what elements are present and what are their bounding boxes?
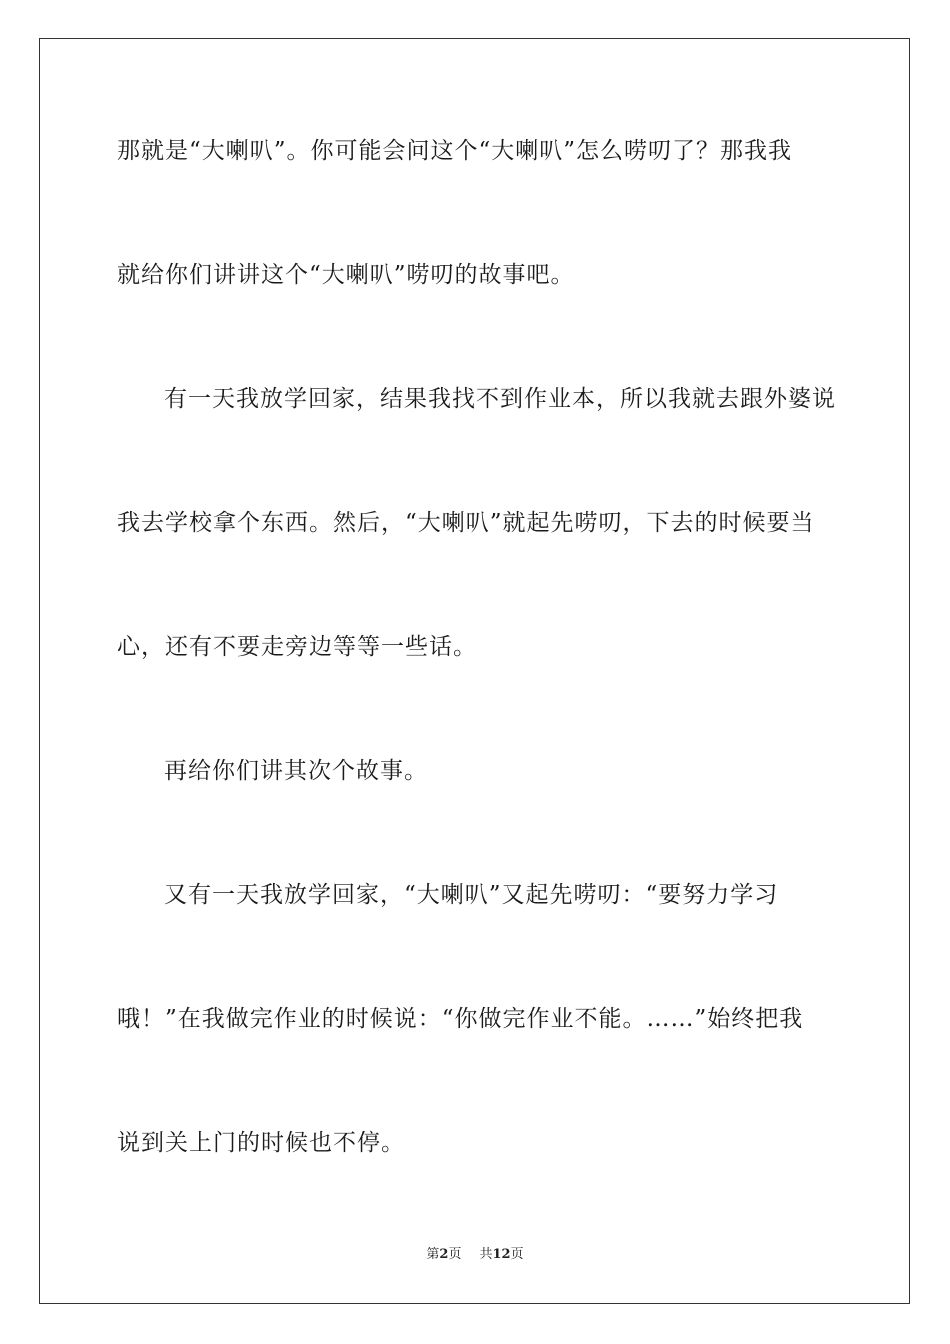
page-prefix: 第 bbox=[426, 1247, 440, 1262]
text-line-7: 又有一天我放学回家，“大喇叭”又起先唠叨：“要努力学习 bbox=[164, 882, 779, 908]
total-pages: 12 bbox=[492, 1247, 511, 1262]
text-line-2: 就给你们讲讲这个“大喇叭”唠叨的故事吧。 bbox=[117, 262, 575, 288]
text-line-8: 哦！”在我做完作业的时候说：“你做完作业不能。……”始终把我 bbox=[117, 1006, 804, 1032]
text-line-9: 说到关上门的时候也不停。 bbox=[117, 1130, 405, 1156]
page-number: 2 bbox=[439, 1247, 449, 1262]
text-line-6: 再给你们讲其次个故事。 bbox=[164, 758, 428, 784]
total-suffix: 页 bbox=[510, 1247, 524, 1262]
text-line-4: 我去学校拿个东西。然后，“大喇叭”就起先唠叨，下去的时候要当 bbox=[117, 510, 815, 536]
text-line-1: 那就是“大喇叭”。你可能会问这个“大喇叭”怎么唠叨了？那我我 bbox=[117, 138, 793, 164]
page-footer bbox=[0, 1246, 950, 1264]
total-prefix: 共 bbox=[479, 1247, 493, 1262]
page-frame bbox=[39, 38, 910, 1304]
text-line-3: 有一天我放学回家，结果我找不到作业本，所以我就去跟外婆说 bbox=[164, 386, 836, 412]
page-suffix: 页 bbox=[448, 1247, 462, 1262]
text-line-5: 心，还有不要走旁边等等一些话。 bbox=[117, 634, 477, 660]
